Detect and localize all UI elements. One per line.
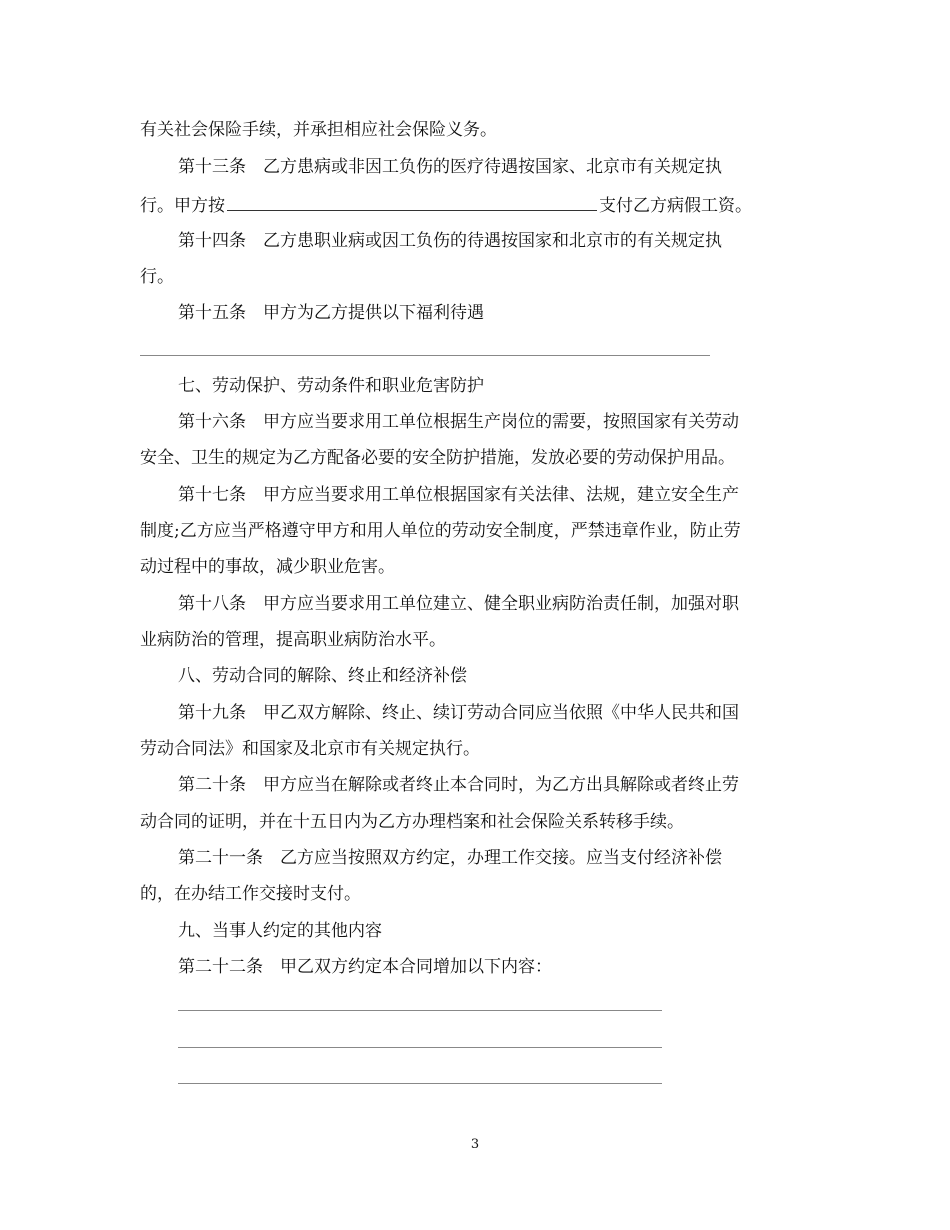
article-17-line-3: 动过程中的事故，减少职业危害。 [140, 557, 395, 577]
blank-rule[interactable] [178, 1047, 662, 1048]
section-heading-7: 七、劳动保护、劳动条件和职业危害防护 [178, 376, 484, 396]
blank-rule[interactable] [140, 355, 710, 356]
article-14-line-1: 第十四条 乙方患职业病或因工负伤的待遇按国家和北京市的有关规定执 [178, 231, 722, 251]
article-18-line-2: 业病防治的管理，提高职业病防治水平。 [140, 630, 446, 650]
paragraph-line: 有关社会保险手续，并承担相应社会保险义务。 [140, 120, 497, 140]
article-19-line-2: 劳动合同法》和国家及北京市有关规定执行。 [140, 739, 480, 759]
article-21-line-2: 的，在办结工作交接时支付。 [140, 884, 361, 904]
article-22: 第二十二条 甲乙双方约定本合同增加以下内容： [178, 957, 552, 977]
article-19-line-1: 第十九条 甲乙双方解除、终止、续订劳动合同应当依照《中华人民共和国 [178, 703, 739, 723]
page-number: 3 [470, 1137, 480, 1152]
article-17-line-1: 第十七条 甲方应当要求用工单位根据国家有关法律、法规，建立安全生产 [178, 485, 739, 505]
article-20-line-2: 动合同的证明，并在十五日内为乙方办理档案和社会保险关系转移手续。 [140, 812, 684, 832]
blank-rule[interactable] [178, 1010, 662, 1011]
article-20-line-1: 第二十条 甲方应当在解除或者终止本合同时，为乙方出具解除或者终止劳 [178, 775, 739, 795]
article-17-line-2: 制度;乙方应当严格遵守甲方和用人单位的劳动安全制度，严禁违章作业，防止劳 [140, 521, 741, 541]
article-13-prefix: 行。甲方按 [140, 196, 225, 216]
article-13-suffix: 支付乙方病假工资。 [599, 196, 752, 216]
article-15: 第十五条 甲方为乙方提供以下福利待遇 [178, 303, 484, 323]
article-18-line-1: 第十八条 甲方应当要求用工单位建立、健全职业病防治责任制，加强对职 [178, 594, 739, 614]
section-heading-8: 八、劳动合同的解除、终止和经济补偿 [178, 666, 467, 686]
article-14-line-2: 行。 [140, 267, 174, 287]
blank-rule[interactable] [178, 1083, 662, 1084]
article-16-line-2: 安全、卫生的规定为乙方配备必要的安全防护措施，发放必要的劳动保护用品。 [140, 448, 735, 468]
article-13-line-2 [140, 192, 752, 218]
section-heading-9: 九、当事人约定的其他内容 [178, 921, 382, 941]
article-21-line-1: 第二十一条 乙方应当按照双方约定，办理工作交接。应当支付经济补偿 [178, 848, 722, 868]
article-13-line-1: 第十三条 乙方患病或非因工负伤的医疗待遇按国家、北京市有关规定执 [178, 157, 722, 177]
fill-in-blank[interactable] [227, 192, 597, 211]
article-16-line-1: 第十六条 甲方应当要求用工单位根据生产岗位的需要，按照国家有关劳动 [178, 412, 739, 432]
